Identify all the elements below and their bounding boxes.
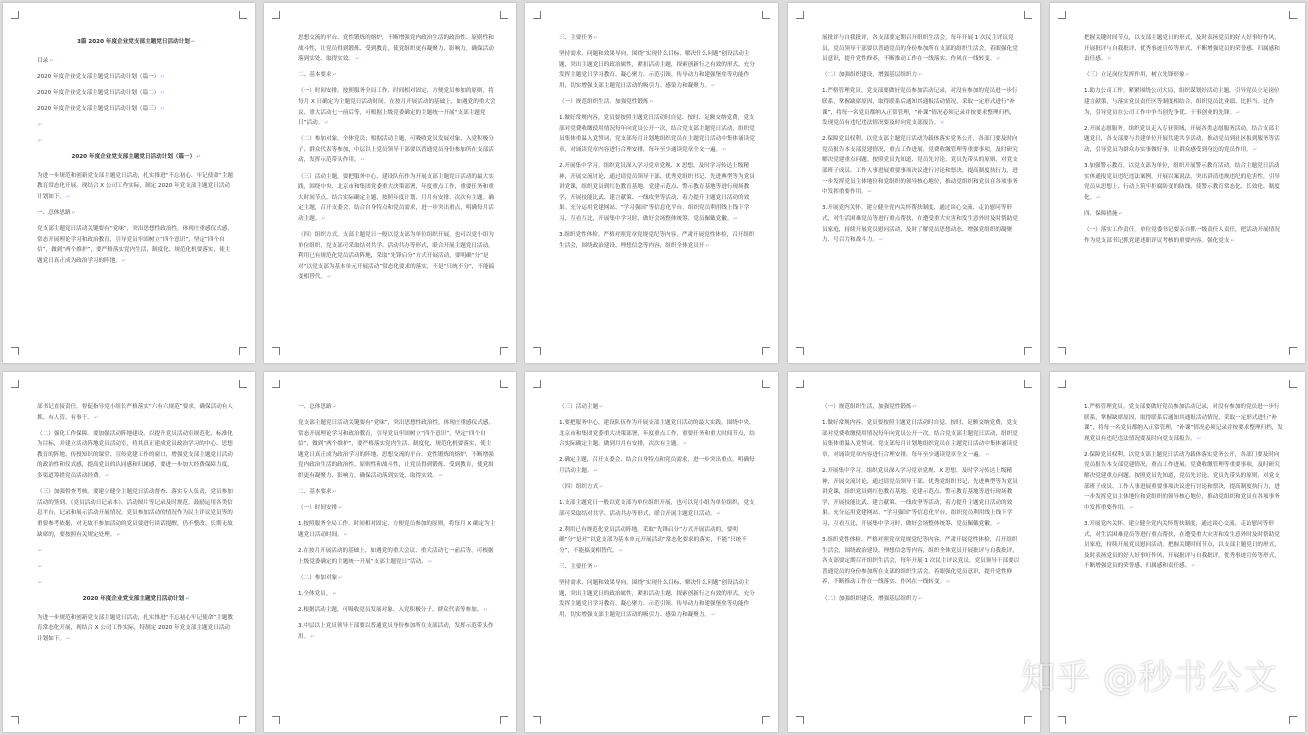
paragraph-mark-icon: ↵ xyxy=(593,467,598,474)
paragraph xyxy=(298,172,496,225)
paragraph-mark-icon: ↵ xyxy=(878,237,884,244)
paragraph-mark-icon: ↵ xyxy=(985,451,990,458)
paragraph-text: 2.开展集中学习。组织党员深入学习党章党规、X 思想，及时学习传达上级精神，开展交流讨论，通过请党员领导干部、优秀党组织书记、先进典型等为党员讲党课，组织党员到红色教育基地、党建示范点、警示教育基地等进行现场教学，开展技能比武、建言献策、一线攻坚等活动，着力提升主题党日活动的效果。充分运用党建网站、“学习强国”等信息化平台，组织党员利用线上线下学习，互看互比，开展集中学习时，做好会场整体统筹、党员佩戴党徽。 xyxy=(559,162,755,222)
paragraph-mark-icon: ↵ xyxy=(716,510,721,517)
paragraph-mark-icon: ↵ xyxy=(71,210,76,217)
paragraph-text: 思想交流的平台、党性锻炼的熔炉，不断增强党内政治生活的政治性、原则性和战斗性，让党员得到锻炼、受到教育，使党组织更有凝聚力、影响力，确保活动落到实处、取得实效。 xyxy=(298,35,494,63)
paragraph-mark-icon: ↵ xyxy=(996,520,1001,527)
paragraph-mark-icon: ↵ xyxy=(321,215,326,222)
paragraph-mark-icon: ↵ xyxy=(360,157,365,164)
paragraph-text: 1.做好常规内容。党员要按照主题党日活动时自觉、按时、足额交纳党费，党支部对党费收缴使用情况每年向党员公开一次。结合党支部主题党日活动，组织党员集体重温入党誓词、党支部每月计划地组织党员在主题党日活动中集体诵读党章，对诵读党章内容进行合理安排，每年至少通读党章全文一遍。 xyxy=(822,420,1018,458)
paragraph xyxy=(37,429,235,482)
paragraph-mark-icon: ↵ xyxy=(196,154,201,161)
page-7[interactable] xyxy=(264,372,516,732)
paragraph xyxy=(559,525,758,557)
paragraph xyxy=(559,562,758,573)
paragraph-text: 2020 年度企业党支部主题党日活动计划（篇一） xyxy=(71,154,196,161)
paragraph-mark-icon: ↵ xyxy=(332,72,337,79)
paragraph-text: 2.保障党员权利。以党支部主题党日活动为载体落实党务公开，各部门要及时向党员报告本支部党建情况，重点工作进展、党费收缴管理等重要事项，及时研究解决党建重点问题。按照党员先知道、党员先讨论、党员先带头的原则，对党支部班子成员、工作人事进展重要事项决议进行讨论和票决，提高制度执行力，进一步发挥党员主体地位和党组织的领导核心地位，推动党组织和党员在各项事务中发挥重要作用。 xyxy=(822,136,1018,196)
paragraph-mark-icon: ↵ xyxy=(190,39,196,45)
paragraph xyxy=(1084,124,1285,156)
paragraph xyxy=(37,546,235,557)
paragraph-text: 党支部主题党日活动关键要有“党味”，突出思想性政治性，体现庄重感仪式感，常态开展理论学习和政治教育，引导党员牢固树立“四个意识”，坚定“四个自信”，做到“两个维护”，要严格落实党内生活、制度化、规范化机要落实，使主题党日真正成为政治学习的阵地、思想交流的平台、党性锻炼的熔炉，不断增强党内政治生活的政治性、原则性和战斗性，让党员得到锻炼、受到教育，使党组织更有凝聚力、影响力，确保活动落到实处、取得实效。 xyxy=(298,420,494,480)
paragraph xyxy=(1084,33,1285,65)
page-2[interactable] xyxy=(264,3,516,363)
paragraph-text: 2.保障党员权利。以党支部主题党日活动为载体落实党务公开，各部门要及时向党员报告本支部党建情况，重点工作进展、党费收缴管理等重要事项，及时研究解决党建重点问题。按照党员先知道、党员先讨论、党员先带头的原则，对党支部班子成员、工作人事进展重要事项决议进行讨论和票决，提高制度执行力，进一步发挥党员主体地位和党组织的领导核心地位，推动党组织和党员在各项事务中发挥重要作用。 xyxy=(1084,451,1280,511)
paragraph xyxy=(298,33,496,65)
paragraph xyxy=(559,482,758,493)
paragraph xyxy=(298,86,496,128)
paragraph-mark-icon: ↵ xyxy=(160,105,165,112)
page-content xyxy=(822,33,1020,351)
paragraph xyxy=(822,203,1020,245)
page-1[interactable] xyxy=(3,3,255,363)
paragraph xyxy=(822,33,1020,65)
paragraph-mark-icon: ↵ xyxy=(185,595,190,602)
paragraph-mark-icon: ↵ xyxy=(1236,109,1241,116)
paragraph xyxy=(298,487,496,498)
paragraph-mark-icon: ↵ xyxy=(599,404,604,410)
paragraph xyxy=(559,578,758,620)
paragraph-text: 部书记直接责任，督促指导党小组长严格落实“六有六规范”要求，确保活动有人抓、有人管、有事干。 xyxy=(37,404,233,421)
paragraph-mark-icon: ↵ xyxy=(483,606,488,613)
paragraph xyxy=(37,88,235,99)
paragraph-mark-icon: ↵ xyxy=(1230,237,1235,244)
paragraph-mark-icon: ↵ xyxy=(599,484,604,491)
paragraph-text: 三、主要任务 xyxy=(559,35,593,41)
paragraph-mark-icon: ↵ xyxy=(326,274,332,281)
paragraph-mark-icon: ↵ xyxy=(1191,563,1196,570)
paragraph-mark-icon: ↵ xyxy=(354,56,360,63)
paragraph-mark-icon: ↵ xyxy=(996,56,1001,63)
paragraph-text: 1.严格管理党员。党支部要做好党员参加活动记录，对没有参加的党员进一步行联系，掌握缺席原因，取得联系后通知其通报活动情况，采取一定形式进行“补课”，将每一名党员都纳入正常管理，“补课”情况必须记录并按要求整理归档，发现党员有违纪违法情况要及时向党支部报告。 xyxy=(822,88,1018,127)
paragraph xyxy=(298,573,496,584)
paragraph-mark-icon: ↵ xyxy=(310,633,315,640)
paragraph-text: （一）规范组织生活，加强党性锻炼 xyxy=(822,404,912,410)
paragraph-mark-icon: ↵ xyxy=(105,473,110,480)
paragraph-mark-icon: ↵ xyxy=(1118,210,1123,217)
page-5[interactable] xyxy=(1050,3,1305,363)
paragraph-mark-icon: ↵ xyxy=(593,564,598,571)
paragraph-mark-icon: ↵ xyxy=(1096,194,1101,201)
page-4[interactable] xyxy=(788,3,1040,363)
paragraph xyxy=(298,134,496,166)
page-9[interactable] xyxy=(788,372,1040,732)
paragraph-text: （二）强化工作保障。要加强活动阵地建设，以提升党员活动室规范化、标准化为目标，并建立活动阵地党员活动室，将其真正建成党员政治学习的中心、思想教育的阵地、传授知识的课堂、宣传党建工作的窗口，增强党支部主题党日活动的政治性和仪式感，提高党员的认同感和归属感，要进一步加大经费保障力度，多渠道筹措党员活动经费。 xyxy=(37,430,233,480)
paragraph-mark-icon: ↵ xyxy=(1196,435,1202,442)
paragraph-text: 2020 年度企业党支部主题党日活动计划（篇三） xyxy=(37,105,160,112)
paragraph xyxy=(559,455,758,476)
paragraph-mark-icon: ↵ xyxy=(649,98,654,105)
paragraph-text: 展批评与自我批评，各支部要定期召开组织生活会，每年开展 1 次民主评议党员，党员领导干部要以普通党员的身份参加所在支部的组织生活会，着眼强化党员意识，提升党性修养，不断推动工作在一线落实、作风在一线转变。 xyxy=(822,35,1018,63)
paragraph-text: （一）落实工作责任。单位党委书记要亲自抓一级责任人责任，把活动开展情况作为党支部书记抓党建述职评议考核的重要内容。强化党支 xyxy=(1084,226,1280,244)
paragraph xyxy=(37,402,235,423)
paragraph-text: 把握关键时间节点，以支部主题党日的形式，及时表扬党员的好人好事好作风，开展批评与自我批评，优秀事迹宣传等形式，不断增强党员的荣誉感、归属感和责任感。 xyxy=(1084,35,1280,63)
paragraph-text: （一）时间安排 xyxy=(298,505,338,512)
paragraph-mark-icon: ↵ xyxy=(49,57,54,64)
paragraph-text: 二、基本要求 xyxy=(298,489,332,496)
paragraph-text: 1.按照服务全局工作、时间相对固定、方便党员参加的原则，将每月 X 确定为主题党日活动时间。 xyxy=(298,521,496,538)
paragraph xyxy=(559,161,758,225)
page-3[interactable] xyxy=(525,3,778,363)
paragraph-text: 1.严格管理党员。党支部要做好党员参加活动记录，对没有参加的党员进一步行联系，掌握缺席原因，取得联系后通知其通报活动情况，采取一定形式进行“补课”，将每一名党员都纳入正常管理，“补课”情况必须记录并按要求整理归档，发现党员有违纪违法情况要及时向党支部报告。 xyxy=(1084,404,1283,442)
paragraph xyxy=(1084,86,1285,118)
paragraph xyxy=(298,621,496,642)
page-content xyxy=(37,33,235,351)
paragraph xyxy=(1084,70,1285,81)
paragraph-text: 1.助力公司工作。紧紧围绕公司大局，组织谋划好活动主题，引导党员立足岗位建言献策，与落实党员责任区等制度相结合，组织党员比业绩、比担当、比作为，引导党员在公司工作中争当创先争优、干事创业的先锋。 xyxy=(1084,88,1280,116)
paragraph-text: 2020 年度企业党支部主题党日活动计划（篇二） xyxy=(37,89,160,96)
paragraph-mark-icon: ↵ xyxy=(918,595,923,602)
paragraph-text: 3.开展党内关怀。建立健全党内关怀帮扶制度，通过谈心交流、走访慰问等形式，对生活困难党员等进行重点帮扶，在遭受重大灾害和发生意外时及时帮助党员家庭，持续开展党员慰问活动。把握关键时间节点，以支部主题党日的形式，及时表扬党员的好人好事好作风，开展批评与自我批评，优秀事迹宣传等形式，不断增强党员的荣誉感、归属感和责任感。 xyxy=(1084,520,1280,570)
paragraph xyxy=(298,519,496,540)
paragraph-text: （三）活动主题。要把服务中心、建设队伍作为开展支部主题党日活动的最大实践，围绕中央、北京市和集团党委重大决策部署，年度重点工作，重要任务和重大时间节点，结合实际确定主题，按照年度计划、月月有安排、次次有主题。确定主题，召开支委会，结合自身特点和党员需求，进一步突出重点，明确每月活动主题。 xyxy=(298,173,494,222)
paragraph-mark-icon: ↵ xyxy=(1107,56,1112,63)
paragraph-mark-icon: ↵ xyxy=(438,473,444,480)
paragraph xyxy=(559,230,758,251)
paragraph-text: 为进一步规范和创新党支部主题党日活动，扎实推进“不忘初心、牢记使命”主题教育常态化开展，现结合 X 公司工作实际，制定 2020 年党支部主题党日活动计划如下。 xyxy=(37,172,233,200)
paragraph-mark-icon: ↵ xyxy=(65,193,71,200)
paragraph-mark-icon: ↵ xyxy=(705,242,710,249)
paragraph xyxy=(37,171,235,203)
paragraph-text: 2.利用已有规范化党员活动阵地，采取“先锋启分”方式开展活动的，要明确“分”是对“以党支部为基本单元开展活动”常态化要求的落实，不能“只统不分”，不能搞变相替代。 xyxy=(559,526,747,555)
page-content xyxy=(298,402,496,720)
paragraph-text: 一、总体思路 xyxy=(37,210,71,217)
paragraph xyxy=(37,104,235,115)
page-content xyxy=(822,402,1020,720)
paragraph-text: 1.全体党员。 xyxy=(298,590,332,597)
paragraph xyxy=(822,418,1020,460)
paragraph-text: （一）时间安排。按照服务全局工作、时间相对固定、方便党员参加的原则，将每月 X 日确定为主题党日活动时间。在按月开展活动的基础上，如遇党的重大会议、重大活动七一前后等，可根据上级党委确定的主题统一开展“支部主题党日”活动。 xyxy=(298,88,496,127)
paragraph xyxy=(559,113,758,155)
page-content xyxy=(559,402,758,720)
paragraph-mark-icon: ↵ xyxy=(65,635,71,642)
paragraph-mark-icon: ↵ xyxy=(593,35,598,41)
paragraph xyxy=(37,224,235,266)
paragraph-text: （二）参加对象。全体党员；根据活动主题，可吸收党员发展对象、入党积极分子、群众代表等参加，中层以上党员领导干部要以普通党员身份参加所在支部活动，发挥示范带头作用。 xyxy=(298,136,494,164)
paragraph-mark-icon: ↵ xyxy=(332,489,337,496)
page-6[interactable] xyxy=(3,372,255,732)
paragraph-text: 为进一步规范和创新党支部主题党日活动，扎实推进“不忘初心牢记使命”主题教育常态化开展，现结合 X 公司工作实际，特制定 2020 年党支部主题党日活动计划如下。 xyxy=(37,614,233,642)
page-content xyxy=(37,402,235,720)
paragraph-mark-icon: ↵ xyxy=(722,146,727,153)
paragraph xyxy=(559,97,758,108)
paragraph-mark-icon: ↵ xyxy=(711,612,716,618)
paragraph xyxy=(822,86,1020,128)
paragraph-text: 坚持需求、问题和效果导向，围绕“实现什么目标、解决什么问题”创设活动主题，突出主题党日的政治属性，紧扣活动主题，探索创新行之有效的形式，充分发挥主题党日学习教育、凝心聚力、示范引领、传导动力和建强堡垒等功能作用，切实增强支部主题党日活动的吸引力、感染力和凝聚力。 xyxy=(559,51,755,89)
paragraph-mark-icon: ↵ xyxy=(912,404,917,410)
paragraph-text: 二、基本要求 xyxy=(298,72,332,79)
paragraph-mark-icon: ↵ xyxy=(343,531,348,538)
paragraph-text: （四）组织方式 xyxy=(559,484,599,491)
paragraph-mark-icon: ↵ xyxy=(38,547,43,554)
paragraph-mark-icon: ↵ xyxy=(427,558,433,565)
paragraph-text: 三、主要任务 xyxy=(559,564,593,571)
paragraph xyxy=(1084,225,1285,246)
paragraph xyxy=(37,208,235,219)
paragraph-mark-icon: ↵ xyxy=(38,121,43,128)
paragraph xyxy=(37,613,235,645)
paragraph-text: 2020 年度企业党支部主题党日活动计划（篇一） xyxy=(37,73,160,80)
page-content xyxy=(559,33,758,351)
paragraph xyxy=(1084,161,1285,203)
heading xyxy=(37,37,235,48)
paragraph-text: 1.做好常规内容。党员要按照主题党日活动时自觉、按时、足额交纳党费，党支部对党费收缴使用情况每年向党员公开一次。结合党支部主题党日活动，组织党员集体重温入党誓词、党支部每月计划地组织党员在主题党日活动中集体诵读党章，对诵读党章内容进行合理安排，每年至少通读党章全文一遍。 xyxy=(559,115,755,153)
paragraph xyxy=(298,503,496,514)
paragraph-mark-icon: ↵ xyxy=(867,189,872,196)
paragraph xyxy=(1084,450,1285,514)
paragraph-text: 坚持需求、问题和效果导向，围绕“实现什么目标、解决什么问题”创设活动主题，突出主题党日的政治属性，紧扣活动主题，探索创新行之有效的形式，充分发挥主题党日学习教育、凝心聚力、示范引领、传导动力和建强堡垒等功能作用，切实增强支部主题党日活动的吸引力、感染力和凝聚力。 xyxy=(559,580,755,618)
paragraph xyxy=(559,49,758,91)
heading xyxy=(37,594,235,605)
paragraph-text: 2020 年度企业党支部主题党日活动计划 xyxy=(82,595,185,602)
paragraph-mark-icon: ↵ xyxy=(338,574,343,581)
paragraph xyxy=(298,230,496,283)
paragraph xyxy=(37,578,235,589)
paragraph xyxy=(559,498,758,519)
paragraph xyxy=(298,418,496,482)
paragraph-mark-icon: ↵ xyxy=(1129,504,1134,511)
paragraph xyxy=(37,136,235,147)
paragraph-text: 2.根据活动主题，可吸收党员发展对象、入党积极分子、群众代表等参加。 xyxy=(298,606,483,613)
paragraph-text: 3.组织党性体检。严格对照党章党规党纪等内容，严肃开展党性体检，召开组织生活会，围绕政治建设、理想信念等内容，组织全体党员开展批评与自我批评，各支部要定期召开组织生活会，每年开展 1 次民主评议党员，党员领导干部要以普通党员的身份参加所在支部的组织生活会，着眼强化党员意识，提升党性修养，不断推动工作在一线落实、作风在一线转变。 xyxy=(822,537,1020,586)
paragraph-text: （三）活动主题 xyxy=(559,404,599,410)
paragraph-mark-icon: ↵ xyxy=(711,82,716,89)
paragraph xyxy=(298,605,496,616)
paragraph-text: 2.开展集中学习。组织党员深入学习党章党规、X 思想，及时学习传达上级精神，开展交流讨论，通过请党员领导干部、优秀党组织书记、先进典型等为党员讲党课，组织党员到红色教育基地、党建示范点、警示教育基地等进行现场教学，开展技能比武、建言献策、一线攻坚等活动，着力提升主题党日活动的效果。充分运用党建网站、“学习强国”等信息化平台，组织党员利用线上线下学习，互看互比，开展集中学习时，做好会场整体统筹、党员佩戴党徽。 xyxy=(822,467,1018,527)
paragraph-mark-icon: ↵ xyxy=(38,579,43,586)
paragraph-mark-icon: ↵ xyxy=(733,215,738,222)
paragraph xyxy=(822,594,1020,605)
paragraph-text: （一）规范组织生活，加强党性锻炼 xyxy=(559,98,649,105)
paragraph-mark-icon: ↵ xyxy=(332,404,337,410)
page-content xyxy=(298,33,496,351)
paragraph-text: 3.加强警示教育。以党支部为单位，组织开展警示教育活动，结合主题党日活动实体通报党员违纪违法案例，开展以案说法，突出讲清违规违纪的危害性，引导党员从思想上、行动上筑牢拒腐防变的防线，使警示教育常态化、长效化、制度化。 xyxy=(1084,162,1280,201)
paragraph xyxy=(1084,402,1285,444)
paragraph-mark-icon: ↵ xyxy=(946,579,951,586)
paragraph xyxy=(822,134,1020,198)
paragraph-mark-icon: ↵ xyxy=(38,138,43,145)
paragraph-mark-icon: ↵ xyxy=(121,257,127,264)
paragraph xyxy=(37,56,235,67)
paragraph xyxy=(822,70,1020,81)
paragraph-mark-icon: ↵ xyxy=(116,531,121,538)
paragraph-mark-icon: ↵ xyxy=(160,73,165,80)
paragraph-mark-icon: ↵ xyxy=(38,563,43,570)
paragraph-text: 四、保障措施 xyxy=(1084,210,1118,217)
paragraph-text: 1.支部主题党日一般以党支部为单位组织开展，也可以党小组为单位组织，党支部可采取结对共学、活动共办等形式，联合开展主题党日活动。 xyxy=(559,500,755,517)
page-8[interactable] xyxy=(525,372,778,732)
paragraph xyxy=(559,402,758,413)
paragraph xyxy=(37,487,235,540)
paragraph-text: 3篇 2020 年度企业党支部主题党日活动计划 xyxy=(76,39,190,45)
page-content xyxy=(1084,33,1285,351)
paragraph-text: 3.中层以上党员领导干部要以普通党员身份参加所在支部活动，发挥示范带头作用。 xyxy=(298,623,494,640)
paragraph xyxy=(298,546,496,567)
paragraph-text: （二）加强组织建设，增强基层组织力 xyxy=(822,72,918,79)
paragraph-text: 2.开展志愿服务。组织党员走入专业领域，开展各类志愿服务活动，结合支部主题党日，各支部要与共建单位开展共建共享活动，推动党员到社区报到服务等活动，引导党员为群众办实事做好事，让群众感受到身边的党员作用。 xyxy=(1084,125,1280,153)
paragraph-mark-icon: ↵ xyxy=(940,120,945,127)
paragraph-mark-icon: ↵ xyxy=(1185,72,1190,79)
paragraph-text: 1.要把服务中心、建设队伍作为开展支部主题党日活动的最大实践，围绕中央、北京市和集团党委重大决策部署，年度重点工作，重要任务和重大时间节点，结合实际确定主题，做到月月有安排，次次有主题。 xyxy=(559,420,755,448)
paragraph xyxy=(37,120,235,131)
paragraph xyxy=(1084,209,1285,220)
paragraph-text: 目录 xyxy=(37,57,49,64)
paragraph-mark-icon: ↵ xyxy=(1252,146,1258,153)
paragraph-mark-icon: ↵ xyxy=(918,72,923,79)
paragraph-mark-icon: ↵ xyxy=(683,441,688,448)
paragraph xyxy=(822,402,1020,413)
paragraph-text: 2.在按月开展活动的基础上，如遇党的重大会议、重大活动七一前后等，可根据上级党委确定的主题统一开展“支部主题党日”活动。 xyxy=(298,548,494,565)
paragraph xyxy=(559,33,758,44)
paragraph-text: 3.组织党性体检。严格对照党章党规党纪等内容，严肃开展党性体检，召开组织生活会，围绕政治建设、理想信念等内容，组织全体党员开 xyxy=(559,232,755,249)
paragraph-mark-icon: ↵ xyxy=(338,505,343,512)
paragraph xyxy=(37,562,235,573)
paragraph-text: 党支部主题党日活动关键要有“党味”，突出思想性政治性，体现庄重感仪式感，常态开展理论学习和政治教育，引导党员牢固树立“四个意识”，坚定“四个自信”，做到“两个维护”，要严格落实党内生活、制度化、规范化机要落实，使主题党日真正成为政治学习的阵地。 xyxy=(37,226,233,264)
watermark: 知乎 @秒书公文 xyxy=(1021,658,1278,698)
paragraph xyxy=(298,402,496,413)
paragraph-text: （四）组织方式。支部主题党日一般以党支部为单位组织开展，也可以党小组为单位组织，党支部可采取结对共学、活动共办等形式，联合开展主题党日活动。利用已有规范化党员活动阵地，采取“先锋启分”方式开展活动，要明确“分”是对“以党支部为基本单元开展活动”常态化要求的落实，不是“只统不分”，不能搞变相替代。 xyxy=(298,232,495,281)
paragraph-text: 2.确定主题，召开支委会，结合自身特点和党员需求，进一步突出重点，明确每月活动主题。 xyxy=(559,457,755,474)
paragraph xyxy=(559,418,758,450)
paragraph xyxy=(822,466,1020,530)
paragraph-text: （二）参加对象 xyxy=(298,574,338,581)
paragraph-mark-icon: ↵ xyxy=(324,120,329,127)
heading xyxy=(37,152,235,163)
paragraph-text: （三）立足岗位发挥作用，树立先锋形象 xyxy=(1084,72,1185,79)
paragraph-text: 一、总体思路 xyxy=(298,404,332,410)
paragraph xyxy=(298,70,496,81)
paragraph-mark-icon: ↵ xyxy=(618,548,624,555)
paragraph-mark-icon: ↵ xyxy=(160,89,165,96)
paragraph xyxy=(1084,519,1285,572)
paragraph-text: 3.开展党内关怀。建立健全党内关怀帮扶制度，通过谈心交流、走访慰问等形式，对生活困难党员等进行重点帮扶，在遭受重大灾害和发生意外时及时帮助党员家庭，持续开展党员慰问活动，及时了解党员思想动态，增强党组织的凝聚力、号召力和战斗力。 xyxy=(822,205,1018,244)
paragraph-text: （二）加强组织建设，增强基层组织力 xyxy=(822,595,918,602)
paragraph-mark-icon: ↵ xyxy=(332,590,337,597)
paragraph xyxy=(822,535,1020,588)
paragraph xyxy=(37,72,235,83)
paragraph-mark-icon: ↵ xyxy=(93,414,99,421)
paragraph xyxy=(298,589,496,600)
paragraph-text: （三）加强督查考核。要建立健全主题党日活动督查、落实专人负责，党员参加活动的签到、《党员活动日记录本》、活动图片等记录及时规范。鼓励运用各类信息平台，记录和展示活动开展情况。党员参加活动的情况作为民主评议党员等的重要参考依据，对无故不参加活动的党员要进行谈话提醒，仍不整改、长期无故缺席的，要按照有关规定处理。 xyxy=(37,489,233,538)
